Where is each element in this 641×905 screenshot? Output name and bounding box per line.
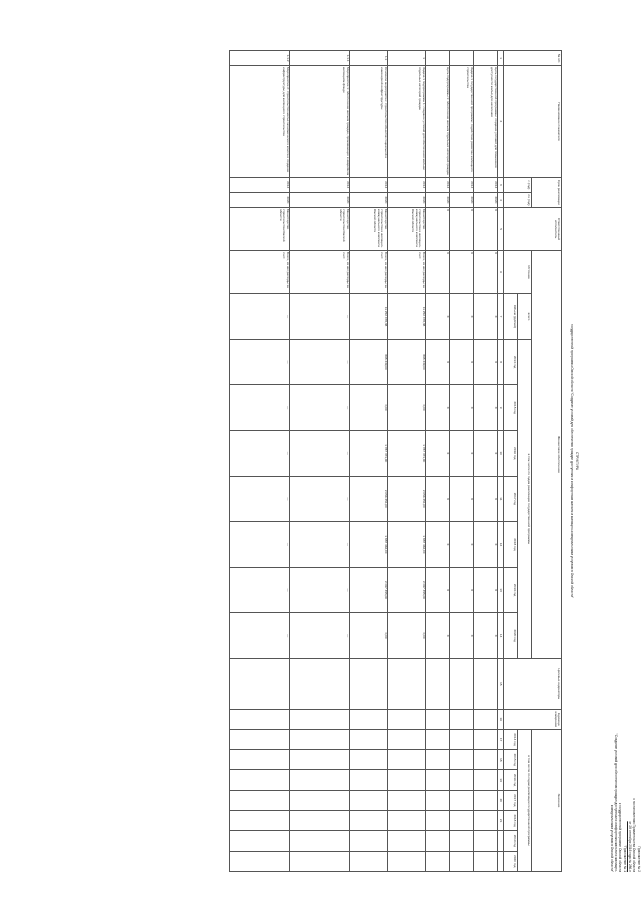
table-cell bbox=[426, 810, 450, 830]
table-cell bbox=[450, 831, 474, 851]
table-cell: Всего, из них расходы за счет: bbox=[388, 251, 426, 294]
table-cell: 2 097 455,00 bbox=[388, 567, 426, 613]
table-cell: X bbox=[426, 385, 450, 431]
idx: 13 bbox=[498, 567, 504, 613]
table-cell bbox=[388, 790, 426, 810]
table-cell: 1 887 462,00 bbox=[388, 522, 426, 568]
table-cell bbox=[350, 831, 388, 851]
table-cell bbox=[388, 810, 426, 830]
table-cell: 2014 bbox=[474, 177, 498, 192]
table-cell: 1 887 462,00 bbox=[350, 522, 388, 568]
table-cell: X bbox=[474, 613, 498, 659]
table-cell: — bbox=[290, 522, 350, 568]
table-cell: 2014 bbox=[230, 177, 290, 192]
idx: 12 bbox=[498, 522, 504, 568]
idx bbox=[498, 851, 504, 872]
col-financing: Финансовое обеспечение bbox=[532, 251, 562, 659]
table-cell: 11 252 478,38 bbox=[388, 294, 426, 340]
table-cell bbox=[474, 790, 498, 810]
table-cell: 0,00 bbox=[388, 613, 426, 659]
table-cell: 2020 bbox=[350, 192, 388, 207]
table-cell: 0,00 bbox=[350, 385, 388, 431]
structure-table bbox=[229, 50, 562, 872]
idx: 7 bbox=[498, 294, 504, 340]
table-cell bbox=[426, 658, 450, 709]
table-cell: X bbox=[450, 567, 474, 613]
table-cell: Всего, из них расходы за счет: bbox=[230, 251, 290, 294]
table-cell bbox=[474, 51, 498, 66]
table-cell: X bbox=[426, 476, 450, 522]
table-cell bbox=[426, 750, 450, 770]
col-from: с (год) bbox=[504, 177, 532, 192]
table-cell bbox=[290, 770, 350, 790]
table-cell bbox=[230, 831, 290, 851]
table-cell: — bbox=[230, 430, 290, 476]
table-cell bbox=[290, 831, 350, 851]
table-cell: Цель подпрограммы 1: обеспечение жильем отдельных категорий граждан bbox=[426, 66, 450, 177]
table-cell bbox=[230, 790, 290, 810]
table-cell bbox=[474, 810, 498, 830]
table-cell bbox=[350, 790, 388, 810]
table-cell bbox=[426, 851, 450, 872]
col-value: Значение bbox=[532, 729, 562, 871]
table-cell bbox=[350, 750, 388, 770]
table-cell: — bbox=[290, 613, 350, 659]
table-cell bbox=[450, 658, 474, 709]
table-cell: 1.1 bbox=[350, 51, 388, 66]
table-cell bbox=[388, 658, 426, 709]
table-cell: X bbox=[450, 294, 474, 340]
table-cell: 2020 bbox=[426, 192, 450, 207]
table-cell bbox=[350, 658, 388, 709]
table-cell: — bbox=[230, 294, 290, 340]
table-cell bbox=[350, 851, 388, 872]
idx: 16 bbox=[498, 709, 504, 729]
table-cell bbox=[230, 750, 290, 770]
table-cell bbox=[474, 831, 498, 851]
document-title bbox=[569, 86, 578, 836]
table-cell: X bbox=[450, 208, 474, 251]
table-row bbox=[230, 51, 290, 872]
col-term: Срок реализации bbox=[532, 177, 562, 207]
table-cell: — bbox=[230, 522, 290, 568]
table-cell: X bbox=[474, 476, 498, 522]
idx: 15 bbox=[498, 658, 504, 709]
table-cell: 2020 bbox=[474, 192, 498, 207]
col-amount-total: всего bbox=[518, 294, 532, 340]
idx: 10 bbox=[498, 430, 504, 476]
table-cell: X bbox=[474, 385, 498, 431]
table-row bbox=[474, 51, 498, 872]
col-value-years: в том числе по годам реализации государственной программы bbox=[518, 729, 532, 871]
table-cell: X bbox=[450, 613, 474, 659]
col-executor: Ответственный исполнитель bbox=[504, 208, 562, 251]
table-cell bbox=[290, 709, 350, 729]
col-amount: Объем (рублей) bbox=[504, 294, 518, 340]
table-cell bbox=[350, 729, 388, 749]
table-cell bbox=[230, 770, 290, 790]
table-body bbox=[230, 51, 498, 872]
value-2017: 2017 год bbox=[504, 790, 518, 810]
table-cell: 2 056 451,00 bbox=[350, 476, 388, 522]
table-cell bbox=[388, 770, 426, 790]
idx: 4 bbox=[498, 192, 504, 207]
table-cell: X bbox=[426, 251, 450, 294]
table-row bbox=[450, 51, 474, 872]
table-cell bbox=[350, 810, 388, 830]
table-cell bbox=[474, 658, 498, 709]
table-cell: 2020 bbox=[230, 192, 290, 207]
table-cell: Основное мероприятие: строительство объектов социальной и инженерной инфраструктуры bbox=[350, 66, 388, 177]
year-2015: 2015 год bbox=[504, 385, 518, 431]
year-2017: 2017 год bbox=[504, 476, 518, 522]
table-cell: 898 449,00 bbox=[350, 339, 388, 385]
idx: 5 bbox=[498, 208, 504, 251]
table-row bbox=[426, 51, 450, 872]
idx: 18 bbox=[498, 750, 504, 770]
table-cell bbox=[388, 729, 426, 749]
table-cell: X bbox=[450, 385, 474, 431]
idx: 6 bbox=[498, 251, 504, 294]
table-cell: 0,00 bbox=[388, 385, 426, 431]
table-cell bbox=[450, 810, 474, 830]
title-line-2: государственной программы Омской области "Создание условий для обеспечения граждан доступным и комфортным жильем и жилищно-коммунальными услугами в Омской области" bbox=[570, 324, 575, 598]
value-2016: 2016 год bbox=[504, 770, 518, 790]
table-cell: Мероприятие 1: обеспечение жильем граждан, проживающих в аварийном жилищном фонде bbox=[290, 66, 350, 177]
program-name: "Создание условий для обеспечения граждан доступным и комфортным жильем и жилищно-коммунальными услугами в Омской области" bbox=[609, 733, 618, 872]
table-cell bbox=[426, 790, 450, 810]
col-to: по (год) bbox=[504, 192, 532, 207]
table-cell: X bbox=[426, 208, 450, 251]
rotated-sheet bbox=[180, 46, 640, 876]
table-cell: 2 097 455,00 bbox=[350, 567, 388, 613]
table-cell bbox=[450, 790, 474, 810]
table-cell: — bbox=[290, 385, 350, 431]
table-cell: X bbox=[474, 208, 498, 251]
table-row bbox=[388, 51, 426, 872]
idx: 20 bbox=[498, 790, 504, 810]
year-2018: 2018 год bbox=[504, 522, 518, 568]
table-cell: X bbox=[426, 430, 450, 476]
appendix-label-2: "Приложение № 1 bbox=[622, 845, 627, 872]
table-cell: X bbox=[474, 522, 498, 568]
resolution-ref: к постановлению Правительства Омской области bbox=[632, 798, 637, 872]
table-cell bbox=[388, 851, 426, 872]
table-cell: — bbox=[230, 567, 290, 613]
table-cell: Всего, из них расходы за счет: bbox=[290, 251, 350, 294]
col-amount-years: в том числе по годам реализации государственной программы bbox=[518, 339, 532, 658]
table-cell: 1.1.1 bbox=[290, 51, 350, 66]
value-2018: 2018 год bbox=[504, 810, 518, 830]
table-cell: X bbox=[450, 251, 474, 294]
table-cell bbox=[426, 729, 450, 749]
table-cell: 2 056 451,00 bbox=[388, 476, 426, 522]
table-cell: X bbox=[474, 567, 498, 613]
table-cell: X bbox=[450, 522, 474, 568]
table-cell bbox=[474, 770, 498, 790]
table-cell: Министерство строительства Омской области bbox=[290, 208, 350, 251]
table-cell bbox=[350, 770, 388, 790]
table-cell: X bbox=[450, 430, 474, 476]
table-cell: Министерство строительства и жилищно-коммунального комплекса Омской области bbox=[350, 208, 388, 251]
table-cell bbox=[474, 750, 498, 770]
table-cell bbox=[450, 770, 474, 790]
table-cell: Задача 1 государственной программы: содействие развитию жилищного строительства bbox=[450, 66, 474, 177]
idx: 14 bbox=[498, 613, 504, 659]
table-cell bbox=[290, 658, 350, 709]
table-cell: 0,00 bbox=[350, 613, 388, 659]
appendix-label: Приложение № 2 bbox=[637, 846, 641, 872]
idx: 3 bbox=[498, 177, 504, 192]
value-2015: 2015 год bbox=[504, 750, 518, 770]
year-2016: 2016 год bbox=[504, 430, 518, 476]
table-cell bbox=[388, 750, 426, 770]
table-cell: 2014 bbox=[426, 177, 450, 192]
table-cell bbox=[450, 750, 474, 770]
table-cell bbox=[450, 51, 474, 66]
table-cell bbox=[388, 831, 426, 851]
table-cell bbox=[230, 729, 290, 749]
resolution-date: от 28 сентября 2016 года № 286-п bbox=[627, 821, 632, 872]
table-cell: — bbox=[290, 430, 350, 476]
table-cell: X bbox=[450, 476, 474, 522]
table-cell: Цель государственной программы: создание условий для повышения доступности жилья для населения bbox=[474, 66, 498, 177]
table-cell bbox=[474, 729, 498, 749]
table-cell: 898 449,00 bbox=[388, 339, 426, 385]
program-ref: к государственной программе Омской области bbox=[618, 802, 623, 872]
idx: 2 bbox=[498, 66, 504, 177]
value-2020: 2020 год bbox=[504, 851, 518, 872]
col-source: Источник bbox=[504, 251, 532, 294]
table-cell: X bbox=[426, 613, 450, 659]
table-cell: X bbox=[474, 251, 498, 294]
table-cell: — bbox=[290, 294, 350, 340]
table-cell: 1.1.2 bbox=[230, 51, 290, 66]
table-cell: X bbox=[426, 294, 450, 340]
table-cell bbox=[426, 51, 450, 66]
table-cell: X bbox=[474, 339, 498, 385]
table-cell: X bbox=[474, 294, 498, 340]
value-2019: 2019 год bbox=[504, 831, 518, 851]
year-2020: 2020 год bbox=[504, 613, 518, 659]
year-2019: 2019 год bbox=[504, 567, 518, 613]
table-cell: 1 787 471,00 bbox=[350, 430, 388, 476]
table-cell bbox=[450, 729, 474, 749]
table-cell bbox=[290, 729, 350, 749]
table-cell bbox=[230, 851, 290, 872]
table-cell bbox=[290, 851, 350, 872]
table-cell: 11 252 478,38 bbox=[350, 294, 388, 340]
idx bbox=[498, 831, 504, 851]
table-cell: 1 787 471,00 bbox=[388, 430, 426, 476]
col-indicator: Целевые индикаторы bbox=[504, 658, 562, 709]
table-cell: Министерство строительства и жилищно-коммунального комплекса Омской области bbox=[388, 208, 426, 251]
table-cell bbox=[474, 709, 498, 729]
table-cell bbox=[388, 709, 426, 729]
table-cell: X bbox=[426, 567, 450, 613]
table-cell: 2014 bbox=[350, 177, 388, 192]
table-cell: 2020 bbox=[450, 192, 474, 207]
table-cell bbox=[290, 790, 350, 810]
idx: 17 bbox=[498, 729, 504, 749]
table-cell: X bbox=[450, 339, 474, 385]
idx: 11 bbox=[498, 476, 504, 522]
idx: 8 bbox=[498, 339, 504, 385]
table-cell: 2014 bbox=[450, 177, 474, 192]
table-cell: 1 bbox=[388, 51, 426, 66]
table-cell bbox=[474, 851, 498, 872]
value-2014: 2014 год bbox=[504, 729, 518, 749]
table-cell: — bbox=[230, 385, 290, 431]
table-cell: — bbox=[290, 339, 350, 385]
table-row bbox=[350, 51, 388, 872]
title-line-1: СТРУКТУРА bbox=[575, 451, 579, 471]
table-cell: 2020 bbox=[388, 192, 426, 207]
table-cell: — bbox=[230, 613, 290, 659]
table-cell: Мероприятие 2: строительство жилья экономического класса и создание инфраструктуры для жилищного строительства bbox=[230, 66, 290, 177]
table-cell bbox=[290, 810, 350, 830]
table-cell: Министерство строительства Омской области bbox=[230, 208, 290, 251]
table-cell bbox=[230, 709, 290, 729]
idx: 21 bbox=[498, 810, 504, 830]
table-cell: 2014 bbox=[388, 177, 426, 192]
table-cell: — bbox=[230, 339, 290, 385]
table-cell: X bbox=[474, 430, 498, 476]
table-cell bbox=[426, 770, 450, 790]
table-cell bbox=[426, 831, 450, 851]
table-cell: 2020 bbox=[290, 192, 350, 207]
table-cell: — bbox=[290, 476, 350, 522]
table-cell: Задача 1 подпрограммы 1: создание условий для обеспечения жильем отдельных категорий граждан bbox=[388, 66, 426, 177]
idx: 9 bbox=[498, 385, 504, 431]
table-cell: X bbox=[426, 339, 450, 385]
table-cell: — bbox=[230, 476, 290, 522]
table-cell bbox=[230, 658, 290, 709]
idx: 19 bbox=[498, 770, 504, 790]
table-cell: X bbox=[426, 522, 450, 568]
table-cell: — bbox=[290, 567, 350, 613]
table-cell bbox=[426, 709, 450, 729]
table-cell: 2014 bbox=[290, 177, 350, 192]
table-cell bbox=[290, 750, 350, 770]
table-cell bbox=[450, 709, 474, 729]
col-unit: Единица измерения bbox=[504, 709, 562, 729]
col-name: Наименование показателя bbox=[504, 66, 562, 177]
table-cell: Всего, из них расходы за счет: bbox=[350, 251, 388, 294]
index-row bbox=[498, 51, 504, 872]
table-cell bbox=[350, 709, 388, 729]
table-row bbox=[290, 51, 350, 872]
table-cell bbox=[450, 851, 474, 872]
col-num: № п/п bbox=[504, 51, 562, 66]
idx: 1 bbox=[498, 51, 504, 66]
table-cell bbox=[230, 810, 290, 830]
appendix-header bbox=[608, 722, 640, 872]
year-2014: 2014 год bbox=[504, 339, 518, 385]
